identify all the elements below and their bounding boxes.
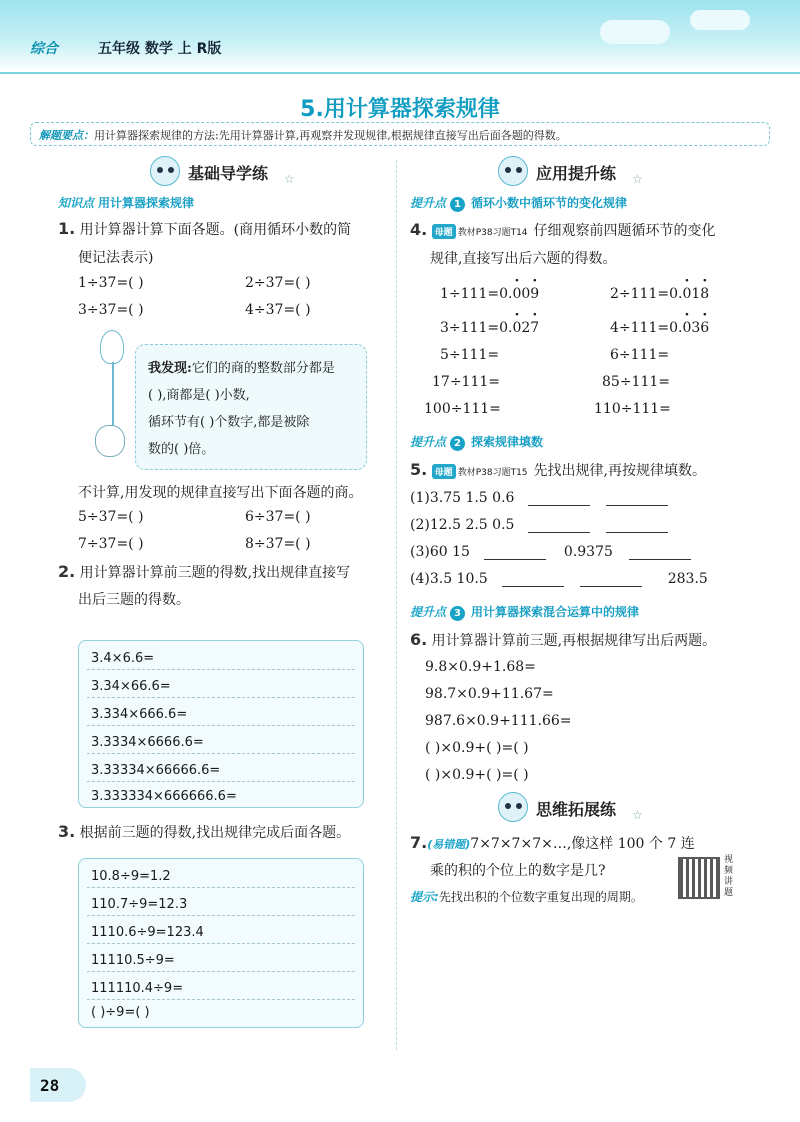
q1-line2: 便记法表示) <box>78 250 154 266</box>
repeat-digit: · 0 <box>682 286 691 302</box>
star-icon: ☆ <box>632 172 643 186</box>
tips-box <box>30 122 770 146</box>
mother-problem-badge: 母题 <box>432 464 456 479</box>
seq-text: 283.5 <box>667 571 708 587</box>
mother-problem-badge: 母题 <box>432 224 456 239</box>
mascot-icon <box>150 156 180 186</box>
q1-item2: 8÷37=( ) <box>245 536 311 552</box>
kp-text: 探索规律填数 <box>471 435 544 449</box>
q6-row: 98.7×0.9+11.67= <box>425 686 554 702</box>
q4-row: 17÷111= <box>432 374 500 390</box>
q1-item2: 6÷37=( ) <box>245 509 311 525</box>
header-band <box>0 0 800 72</box>
discovery-line: 数的( )倍。 <box>148 442 215 457</box>
hint-text: 先找出积的个位数字重复出现的周期。 <box>438 890 643 904</box>
q1-item2: 5÷37=( ) <box>78 509 144 525</box>
improve-point-3 <box>410 603 639 621</box>
q3-row: 111110.4÷9= <box>91 981 184 996</box>
q1-item2: 7÷37=( ) <box>78 536 144 552</box>
kp-text: 用计算器探索规律 <box>98 196 195 210</box>
known-mid: 2 <box>521 320 531 336</box>
repeat-digit: · 7 <box>530 320 539 336</box>
section-thinking: 思维拓展练 <box>536 800 617 819</box>
cloud-decoration <box>600 20 670 44</box>
known-mid: 1 <box>691 286 701 302</box>
q4-number: 4. <box>410 220 428 239</box>
q5-row1 <box>410 490 668 506</box>
book-title: 五年级 数学 上 R版 <box>98 41 222 57</box>
q2-line2: 出后三题的得数。 <box>78 592 190 608</box>
q3-row: ( )÷9=( ) <box>91 1005 150 1020</box>
kp-tag: 提升点 <box>410 435 447 449</box>
q2-row: 3.34×66.6= <box>91 679 171 694</box>
answer-blank[interactable] <box>606 490 668 506</box>
row-line <box>87 915 355 916</box>
q1-after-text: 不计算,用发现的规律直接写出下面各题的商。 <box>78 485 363 501</box>
row-line <box>87 887 355 888</box>
q1-text1: 用计算器计算下面各题。(商用循环小数的简 <box>79 222 352 238</box>
q4-row: 85÷111= <box>602 374 670 390</box>
q5-row2 <box>410 517 668 533</box>
q4-line2: 规律,直接写出后六题的得数。 <box>430 251 617 267</box>
knowledge-point <box>58 194 194 211</box>
video-label: 视频讲题 <box>724 855 734 898</box>
header-line <box>0 72 800 74</box>
improve-point-2 <box>410 433 543 451</box>
row-line <box>87 669 355 670</box>
q1-line1 <box>58 219 351 239</box>
qr-code-icon[interactable] <box>678 857 720 899</box>
q4-text1: 仔细观察前四题循环节的变化 <box>533 223 716 239</box>
tips-text: 用计算器探索规律的方法:先用计算器计算,再观察并发现规律,根据规律直接写出后面各题的得数。 <box>94 129 567 142</box>
kp-number: 2 <box>450 436 465 451</box>
q1-item: 1÷37=( ) <box>78 275 144 291</box>
flower-icon <box>100 330 124 364</box>
q4-line1 <box>410 220 716 240</box>
q5-line1 <box>410 460 706 480</box>
discovery-label: 我发现: <box>148 361 192 376</box>
q3-row: 10.8÷9=1.2 <box>91 869 171 884</box>
q2-text1: 用计算器计算前三题的得数,找出规律直接写 <box>79 565 351 581</box>
q6-row: ( )×0.9+( )=( ) <box>425 767 529 783</box>
repeat-digit: · 8 <box>700 286 709 302</box>
q7-line2: 乘的积的个位上的数字是几? <box>430 863 606 879</box>
q3-text1: 根据前三题的得数,找出规律完成后面各题。 <box>79 825 351 841</box>
seq-text: (1)3.75 1.5 0.6 <box>410 490 515 506</box>
answer-blank[interactable] <box>502 571 564 587</box>
q3-row: 1110.6÷9=123.4 <box>91 925 204 940</box>
q6-row: 987.6×0.9+111.66= <box>425 713 572 729</box>
discovery-line <box>148 357 335 376</box>
q2-number: 2. <box>58 562 76 581</box>
tips-label: 解题要点： <box>39 129 94 142</box>
q3-row: 110.7÷9=12.3 <box>91 897 188 912</box>
q7-line1 <box>410 833 695 853</box>
series-logo: 综合 <box>30 41 58 57</box>
repeat-digit: · 9 <box>530 286 539 302</box>
row-line <box>87 753 355 754</box>
kp-tag: 提升点 <box>410 605 447 619</box>
known-mid: 0 <box>521 286 531 302</box>
discovery-box <box>135 344 367 470</box>
q4-row: 6÷111= <box>610 347 670 363</box>
q2-row: 3.4×6.6= <box>91 651 155 666</box>
row-line <box>87 697 355 698</box>
q6-row: 9.8×0.9+1.68= <box>425 659 536 675</box>
answer-blank[interactable] <box>528 517 590 533</box>
q4-known <box>440 286 539 302</box>
q2-row: 3.334×666.6= <box>91 707 188 722</box>
repeat-digit: · 0 <box>512 320 521 336</box>
kp-number: 3 <box>450 606 465 621</box>
mascot-icon <box>498 792 528 822</box>
q3-box <box>78 858 364 1028</box>
improve-point-1 <box>410 194 627 212</box>
q5-number: 5. <box>410 460 428 479</box>
star-icon: ☆ <box>284 172 295 186</box>
section-basic: 基础导学练 <box>188 164 269 183</box>
q3-row: 11110.5÷9= <box>91 953 175 968</box>
q3-line1 <box>58 822 350 842</box>
row-line <box>87 725 355 726</box>
bunny-icon <box>95 425 125 457</box>
q7-text1: 7×7×7×7×…,像这样 100 个 7 连 <box>470 836 695 852</box>
repeat-digit: · 0 <box>682 320 691 336</box>
q1-item: 2÷37=( ) <box>245 275 311 291</box>
hint-label: 提示: <box>410 890 439 904</box>
q7-number: 7. <box>410 833 428 852</box>
known-lhs: 2÷111=0. <box>610 286 683 302</box>
row-line <box>87 943 355 944</box>
kp-tag: 知识点 <box>58 196 95 210</box>
discovery-line: ( ),商都是( )小数, <box>148 388 250 403</box>
seq-text: (2)12.5 2.5 0.5 <box>410 517 515 533</box>
repeat-digit: · 6 <box>700 320 709 336</box>
q1-number: 1. <box>58 219 76 238</box>
answer-blank[interactable] <box>484 544 546 560</box>
lesson-title: 5.用计算器探索规律 <box>300 97 500 122</box>
star-icon: ☆ <box>632 808 643 822</box>
q6-text1: 用计算器计算前三题,再根据规律写出后两题。 <box>431 633 717 649</box>
known-mid: 3 <box>691 320 701 336</box>
q4-row: 5÷111= <box>440 347 500 363</box>
kp-text: 用计算器探索混合运算中的规律 <box>471 605 640 619</box>
answer-blank[interactable] <box>629 544 691 560</box>
known-lhs: 3÷111=0. <box>440 320 513 336</box>
q2-box <box>78 640 364 808</box>
answer-blank[interactable] <box>528 490 590 506</box>
kp-tag: 提升点 <box>410 196 447 210</box>
repeat-digit: · 0 <box>512 286 521 302</box>
q4-row: 110÷111= <box>594 401 671 417</box>
discovery-line: 循环节有( )个数字,都是被除 <box>148 415 310 430</box>
answer-blank[interactable] <box>606 517 668 533</box>
mascot-icon <box>498 156 528 186</box>
q4-known <box>610 286 709 302</box>
q7-hint <box>410 888 643 905</box>
known-lhs: 4÷111=0. <box>610 320 683 336</box>
seq-text: (3)60 15 <box>410 544 470 560</box>
q3-number: 3. <box>58 822 76 841</box>
column-divider <box>396 160 397 1050</box>
discovery-text: 它们的商的整数部分都是 <box>191 361 335 376</box>
textbook-ref: 教材P38习题T15 <box>457 467 528 478</box>
textbook-ref: 教材P38习题T14 <box>457 227 528 238</box>
row-line <box>87 999 355 1000</box>
q2-row: 3.333334×666666.6= <box>91 789 237 804</box>
q4-row: 100÷111= <box>424 401 501 417</box>
q2-line1 <box>58 562 350 582</box>
error-prone-label: (易错题) <box>427 838 471 851</box>
q2-row: 3.33334×66666.6= <box>91 763 221 778</box>
q5-row3 <box>410 544 691 560</box>
q4-known <box>610 320 709 336</box>
row-line <box>87 781 355 782</box>
seq-text: (4)3.5 10.5 <box>410 571 488 587</box>
q5-text1: 先找出规律,再按规律填数。 <box>533 463 706 479</box>
q5-row4 <box>410 571 708 587</box>
row-line <box>87 971 355 972</box>
q1-item: 4÷37=( ) <box>245 302 311 318</box>
kp-number: 1 <box>450 197 465 212</box>
answer-blank[interactable] <box>580 571 642 587</box>
q4-known <box>440 320 539 336</box>
q6-row: ( )×0.9+( )=( ) <box>425 740 529 756</box>
q1-item: 3÷37=( ) <box>78 302 144 318</box>
kp-text: 循环小数中循环节的变化规律 <box>471 196 628 210</box>
seq-text: 0.9375 <box>563 544 613 560</box>
q6-line1 <box>410 630 716 650</box>
q6-number: 6. <box>410 630 428 649</box>
cloud-decoration <box>690 10 750 30</box>
q2-row: 3.3334×6666.6= <box>91 735 204 750</box>
known-lhs: 1÷111=0. <box>440 286 513 302</box>
section-apply: 应用提升练 <box>536 164 617 183</box>
page-number: 28 <box>30 1068 86 1102</box>
